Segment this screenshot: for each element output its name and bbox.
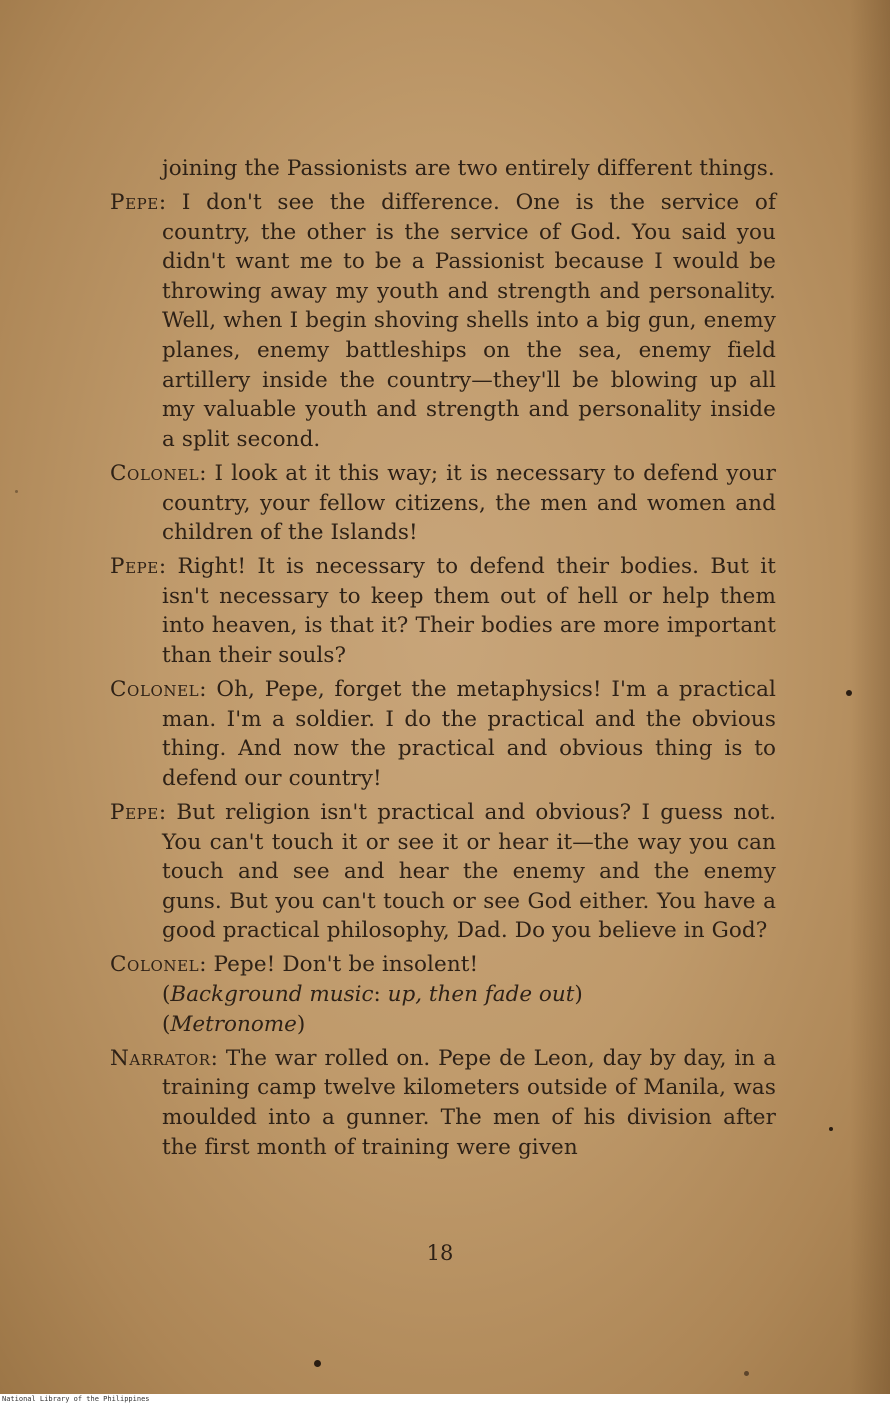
dialogue-text: I look at it this way; it is necessary to defend your country, your fellow citizens, the men and women and children of the Islands! [162,460,777,546]
paper-speck [744,1371,749,1376]
speaker-name: Narrator [110,1045,211,1071]
stage-direction-metronome: (Metronome) [162,1011,306,1037]
dialogue-entry: Colonel: Pepe! Don't be insolent! [110,952,479,978]
dialogue-text: But religion isn't practical and obvious? I guess not. You can't touch it or see it or hear it—the way you can touch and see and hear the enemy and the enemy guns. But you can't touch or see God either. You have a good practical philosophy, Dad. Do you believe in God? [162,799,777,944]
dialogue-text: joining the Passionists are two entirely different things. [162,156,775,181]
paper-speck [846,690,852,696]
page-number: 18 [426,1241,454,1265]
stage-direction-music: (Background music: up, then fade out) [162,982,583,1008]
speaker-name: Colonel [110,460,200,486]
script-text [110,154,776,1167]
dialogue-text: Right! It is necessary to defend their bodies. But it isn't necessary to keep them out of hell or help them into heaven, is that it? Their bodies are more important than their souls? [162,554,776,668]
stage-metronome-text: Metronome [170,1011,297,1037]
dialogue-entry: Pepe: But religion isn't practical and obvious? I guess not. You can't touch it or see it or hear it—the way you can touch and see and hear the enemy and the enemy guns. But you can't touch or see God either. You have a good practical philosophy, Dad. Do you believe in God? [110,799,777,944]
paper-speck [829,1127,833,1131]
dialogue-text: I don't see the difference. One is the service of country, the other is the service of God. You said you didn't want me to be a Passionist because I would be throwing away my youth and strength and personality. Well, when I begin shoving shells into a big gun, enemy planes, enemy battleships on the sea, enemy field artillery inside the country—they'll be blowing up all my valuable youth and strength and personality inside a split second. [162,190,777,452]
paper-speck [314,1360,321,1367]
speaker-name: Pepe [110,799,159,825]
dialogue-entry: Colonel: I look at it this way; it is necessary to defend your country, your fellow citizens, the men and women and children of the Islands! [110,460,777,546]
dialogue-text: Oh, Pepe, forget the metaphysics! I'm a practical man. I'm a soldier. I do the practical and the obvious thing. And now the practical and obvious thing is to defend our country! [162,677,776,791]
dialogue-text: Pepe! Don't be insolent! [213,952,479,978]
narrator-text: The war rolled on. Pepe de Leon, day by day, in a training camp twelve kilometers outside of Manila, was moulded into a gunner. The men of his division after the first month of training were given [162,1045,777,1160]
dialogue-entry: Pepe: Right! It is necessary to defend their bodies. But it isn't necessary to keep them out of hell or help them into heaven, is that it? Their bodies are more important than their souls? [110,554,776,668]
stage-music-label: Background music [170,982,374,1008]
speaker-name: Colonel [110,952,200,978]
dialogue-entry: Pepe: I don't see the difference. One is the service of country, the other is the service of God. You said you didn't want me to be a Passionist because I would be throwing away my youth and strength and personality. Well, when I begin shoving shells into a big gun, enemy planes, enemy battleships on the sea, enemy field artillery inside the country—they'll be blowing up all my valuable youth and strength and personality inside a split second. [110,190,777,452]
stage-music-text: up, then fade out [387,982,575,1008]
library-credit: National Library of the Philippines [2,1395,150,1403]
dialogue-entry: Colonel: Oh, Pepe, forget the metaphysics! I'm a practical man. I'm a soldier. I do the practical and the obvious thing. And now the practical and obvious thing is to defend our country! [110,677,776,791]
speaker-name: Colonel [110,677,200,703]
speaker-name: Pepe [110,554,159,580]
dialogue-continuation [110,154,776,184]
paper-speck [15,490,18,493]
speaker-name: Pepe [110,190,159,216]
narrator-entry: Narrator: The war rolled on. Pepe de Leon, day by day, in a training camp twelve kilometers outside of Manila, was moulded into a gunner. The men of his division after the first month of training were given [110,1045,777,1160]
